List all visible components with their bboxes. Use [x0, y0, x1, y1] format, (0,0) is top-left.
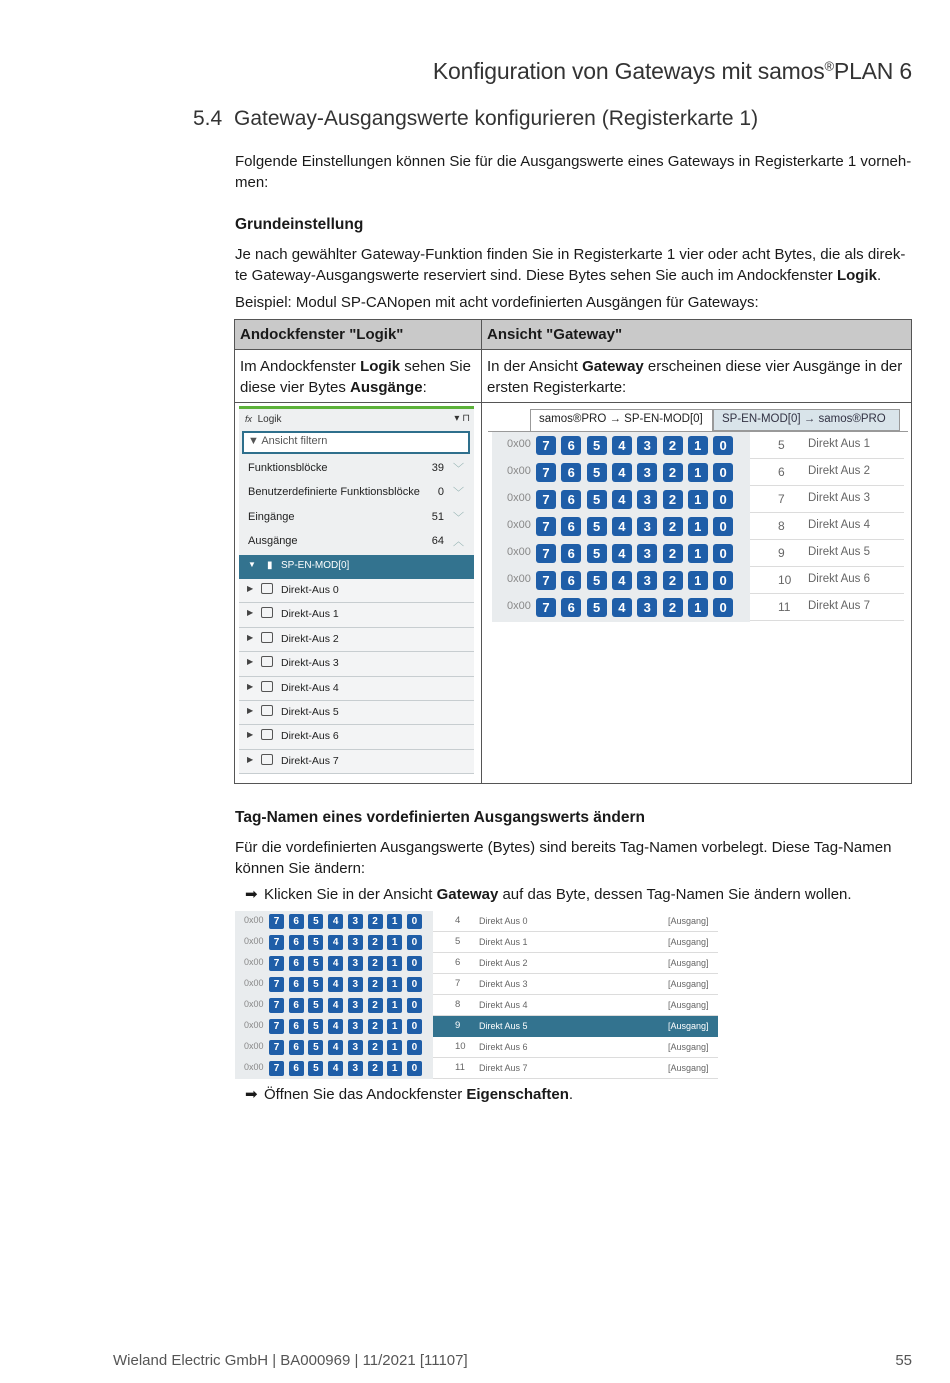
bit-cell[interactable]: 0: [407, 1061, 422, 1076]
bit-cell[interactable]: 7: [536, 571, 556, 590]
bit-cell[interactable]: 4: [328, 914, 343, 929]
expand-arrow-icon: ▶: [247, 754, 254, 764]
bit-cell[interactable]: 0: [713, 517, 733, 536]
row-divider: [750, 620, 904, 621]
bit-cell[interactable]: 3: [348, 935, 363, 950]
bit-cell[interactable]: 0: [407, 935, 422, 950]
tag-name: Direkt Aus 6: [808, 573, 870, 585]
arrow-right-icon: ➡: [245, 1086, 258, 1103]
running-header: Konfiguration von Gateways mit samos®PLAN 6: [432, 58, 912, 84]
hex-value: 0x00: [507, 492, 531, 504]
bit-cell[interactable]: 3: [637, 517, 657, 536]
hex-value: 0x00: [507, 546, 531, 558]
bit-cell[interactable]: 4: [328, 1019, 343, 1034]
tag-name: Direkt Aus 4: [808, 519, 870, 531]
tag-type: [Ausgang]: [668, 1000, 709, 1010]
hex-value: 0x00: [507, 519, 531, 531]
instruction-step-2: ➡ Öffnen Sie das Andockfenster Eigenschaften.: [245, 1086, 574, 1103]
bit-cell[interactable]: 5: [587, 463, 607, 482]
hex-value: 0x00: [507, 438, 531, 450]
tag-type: [Ausgang]: [668, 1063, 709, 1073]
bit-cell[interactable]: 6: [289, 914, 304, 929]
chevron-up-icon: ︿: [453, 536, 464, 548]
bit-cell[interactable]: 7: [269, 1040, 284, 1055]
tag-paragraph: Für die vordefinierten Ausgangswerte (Bytes) sind bereits Tag-Namen vorbelegt. Diese Tag-Namen können Sie ändern:: [235, 839, 892, 877]
byte-index: 7: [778, 492, 785, 506]
bit-cell[interactable]: 1: [688, 544, 708, 563]
byte-index: 9: [455, 1020, 461, 1031]
bit-cell[interactable]: 5: [587, 598, 607, 617]
bit-cell[interactable]: 4: [612, 544, 632, 563]
bit-cell[interactable]: 2: [368, 977, 383, 992]
bit-cell[interactable]: 5: [308, 956, 323, 971]
hex-value: 0x00: [507, 600, 531, 612]
output-icon: [261, 607, 273, 618]
bit-cell[interactable]: 5: [308, 1061, 323, 1076]
intro-paragraph: Folgende Einstellungen können Sie für die Ausgangswerte eines Gateways in Registerkarte 1 vorneh- men:: [235, 153, 912, 191]
bit-cell[interactable]: 3: [348, 1061, 363, 1076]
bit-cell[interactable]: 0: [407, 998, 422, 1013]
bit-cell[interactable]: 0: [407, 1040, 422, 1055]
bit-cell[interactable]: 6: [289, 1019, 304, 1034]
tag-name: Direkt Aus 1: [808, 438, 870, 450]
bit-cell[interactable]: 1: [387, 977, 402, 992]
bit-cell[interactable]: 0: [407, 956, 422, 971]
bit-cell[interactable]: 5: [308, 1019, 323, 1034]
gateway-byte-row[interactable]: [488, 459, 908, 486]
tree-item[interactable]: ▶ Direkt-Aus 7: [239, 750, 474, 774]
bit-cell[interactable]: 6: [289, 1040, 304, 1055]
bit-cell[interactable]: 5: [308, 977, 323, 992]
bit-cell[interactable]: 2: [368, 935, 383, 950]
section-heading: [193, 107, 758, 131]
tab-pro-to-mod[interactable]: samos®PRO → SP-EN-MOD[0]: [530, 409, 713, 431]
gateway-tabs: [530, 409, 905, 431]
bit-cell[interactable]: 4: [328, 935, 343, 950]
bit-cell[interactable]: 4: [328, 1040, 343, 1055]
tag-name: Direkt Aus 0: [479, 916, 528, 926]
gateway-byte-row-selected[interactable]: [235, 1016, 720, 1037]
output-icon: [261, 754, 273, 765]
tag-name: Direkt Aus 4: [479, 1000, 528, 1010]
bit-cell[interactable]: 6: [561, 571, 581, 590]
chevron-down-icon: ﹀: [453, 487, 464, 499]
hex-value: 0x00: [244, 1062, 264, 1072]
bit-cell[interactable]: 1: [688, 463, 708, 482]
bit-cell[interactable]: 1: [387, 1019, 402, 1034]
bit-cell[interactable]: 5: [308, 1040, 323, 1055]
gateway-byte-row[interactable]: [488, 594, 908, 621]
bit-cell[interactable]: 7: [536, 436, 556, 455]
tree-item[interactable]: ▶ Direkt-Aus 1: [239, 603, 474, 627]
output-icon: [261, 583, 273, 594]
module-icon: ▮: [267, 560, 273, 571]
gateway-byte-row[interactable]: [235, 1058, 720, 1079]
tag-name: Direkt Aus 5: [808, 546, 870, 558]
bit-cell[interactable]: 1: [688, 571, 708, 590]
bit-cell[interactable]: 3: [637, 571, 657, 590]
gateway-panel: [488, 404, 908, 624]
page-number: 55: [895, 1352, 912, 1369]
tree-item[interactable]: ▶ Direkt-Aus 5: [239, 701, 474, 725]
bit-cell[interactable]: 2: [663, 598, 683, 617]
bit-cell[interactable]: 6: [561, 436, 581, 455]
tag-name: Direkt Aus 7: [808, 600, 870, 612]
bit-cell[interactable]: 6: [289, 998, 304, 1013]
tag-name: Direkt Aus 7: [479, 1063, 528, 1073]
gateway-byte-row[interactable]: [488, 486, 908, 513]
bit-cell[interactable]: 5: [587, 517, 607, 536]
gateway-byte-row[interactable]: [235, 995, 720, 1016]
bit-cell[interactable]: 4: [328, 998, 343, 1013]
chevron-down-icon: ﹀: [453, 463, 464, 475]
bit-cell[interactable]: 5: [587, 544, 607, 563]
bit-cell[interactable]: 3: [348, 977, 363, 992]
bit-cell[interactable]: 2: [368, 998, 383, 1013]
bit-cell[interactable]: 1: [387, 1061, 402, 1076]
bit-cell[interactable]: 3: [637, 490, 657, 509]
bit-cell[interactable]: 2: [663, 544, 683, 563]
tree-item[interactable]: ▶ Direkt-Aus 4: [239, 677, 474, 701]
expand-arrow-icon: ▶: [247, 681, 254, 691]
bit-cell[interactable]: 6: [289, 935, 304, 950]
tag-type: [Ausgang]: [668, 916, 709, 926]
byte-index: 6: [778, 465, 785, 479]
byte-index: 8: [778, 519, 785, 533]
bit-cell[interactable]: 7: [269, 935, 284, 950]
bit-cell[interactable]: 2: [663, 571, 683, 590]
bit-cell[interactable]: 4: [612, 517, 632, 536]
output-icon: [261, 632, 273, 643]
byte-index: 10: [455, 1041, 466, 1052]
hex-value: 0x00: [244, 936, 264, 946]
table-cell-logik: Im Andockfenster Logik sehen Sie diese vier Bytes Ausgänge:: [240, 358, 471, 396]
expand-arrow-icon: ▶: [247, 632, 254, 642]
output-icon: [261, 656, 273, 667]
bit-cell[interactable]: 2: [368, 914, 383, 929]
group-ausgaenge[interactable]: Ausgänge 64 ︿: [248, 535, 464, 548]
gateway-selection-screenshot: [235, 911, 720, 1079]
logic-panel-title: fx Logik: [245, 414, 282, 425]
bit-cell[interactable]: 3: [348, 998, 363, 1013]
table-header-logik: Andockfenster "Logik": [240, 326, 404, 343]
hex-value: 0x00: [244, 915, 264, 925]
bit-cell[interactable]: 4: [612, 598, 632, 617]
bit-cell[interactable]: 7: [269, 998, 284, 1013]
instruction-step-1: ➡ Klicken Sie in der Ansicht Gateway auf das Byte, dessen Tag-Namen Sie ändern wollen.: [245, 886, 852, 903]
tag-name: Direkt Aus 1: [479, 937, 528, 947]
expand-arrow-icon: ▶: [247, 730, 254, 740]
chevron-down-icon: ﹀: [453, 512, 464, 524]
tag-type: [Ausgang]: [668, 979, 709, 989]
bit-cell[interactable]: 4: [328, 956, 343, 971]
bit-cell[interactable]: 6: [289, 1061, 304, 1076]
bit-cell[interactable]: 3: [348, 1040, 363, 1055]
tag-name: Direkt Aus 3: [808, 492, 870, 504]
bit-cell[interactable]: 6: [561, 463, 581, 482]
table-header-gateway: Ansicht "Gateway": [487, 326, 623, 343]
footer-text: Wieland Electric GmbH | BA000969 | 11/2021 [11107]: [113, 1352, 468, 1369]
example-paragraph: Beispiel: Modul SP-CANopen mit acht vordefinierten Ausgängen für Gateways:: [235, 294, 759, 311]
bit-cell[interactable]: 0: [713, 571, 733, 590]
fx-icon: fx: [245, 414, 253, 424]
bit-cell[interactable]: 2: [663, 517, 683, 536]
expand-arrow-icon: ▶: [247, 706, 254, 715]
gateway-byte-row[interactable]: [488, 567, 908, 594]
bit-cell[interactable]: 6: [561, 490, 581, 509]
hex-value: 0x00: [507, 573, 531, 585]
group-benutzerdefiniert[interactable]: Benutzerdefinierte Funktionsblöcke 0 ﹀: [248, 486, 464, 499]
bit-cell[interactable]: 1: [688, 490, 708, 509]
bit-cell[interactable]: 0: [713, 436, 733, 455]
grundeinstellung-paragraph: Je nach gewählter Gateway-Funktion finden Sie in Registerkarte 1 vier oder acht Bytes, die als direk- te Gateway-Ausgangswerte reserviert sind. Diese Bytes sehen Sie auch im Andockfenster Logik.: [235, 246, 906, 284]
bit-cell[interactable]: 3: [637, 598, 657, 617]
bit-cell[interactable]: 4: [612, 463, 632, 482]
tag-name: Direkt Aus 2: [808, 465, 870, 477]
arrow-right-icon: ➡: [245, 886, 258, 903]
bit-cell[interactable]: 6: [561, 517, 581, 536]
tab-mod-to-pro[interactable]: SP-EN-MOD[0] → samos®PRO: [713, 409, 900, 431]
bit-cell[interactable]: 7: [269, 914, 284, 929]
tree-node-sp-en-mod[interactable]: ▼ ▮ SP-EN-MOD[0]: [239, 555, 474, 579]
bit-cell[interactable]: 3: [348, 914, 363, 929]
tag-name: Direkt Aus 2: [479, 958, 528, 968]
gateway-byte-row[interactable]: [235, 932, 720, 953]
output-icon: [261, 681, 273, 692]
bit-cell[interactable]: 1: [688, 436, 708, 455]
tag-name: Direkt Aus 5: [479, 1021, 528, 1031]
gateway-byte-row[interactable]: [488, 513, 908, 540]
bit-cell[interactable]: 7: [536, 463, 556, 482]
bit-cell[interactable]: 0: [713, 463, 733, 482]
byte-index: 7: [455, 978, 461, 989]
bit-cell[interactable]: 5: [587, 436, 607, 455]
gateway-byte-row[interactable]: [235, 911, 720, 932]
bit-cell[interactable]: 7: [269, 1061, 284, 1076]
bit-cell[interactable]: 5: [587, 571, 607, 590]
expand-icon: ▼: [248, 560, 256, 569]
hex-value: 0x00: [244, 1041, 264, 1051]
bit-cell[interactable]: 6: [561, 544, 581, 563]
section-number: 5.4: [193, 107, 223, 130]
byte-index: 11: [455, 1062, 465, 1073]
bit-cell[interactable]: 5: [308, 914, 323, 929]
tree-item[interactable]: ▶ Direkt-Aus 6: [239, 725, 474, 749]
bit-cell[interactable]: 5: [587, 490, 607, 509]
tag-type: [Ausgang]: [668, 937, 709, 947]
bit-cell[interactable]: 2: [368, 1040, 383, 1055]
byte-index: 4: [455, 915, 461, 926]
bit-cell[interactable]: 7: [536, 490, 556, 509]
hex-value: 0x00: [244, 957, 264, 967]
bit-cell[interactable]: 6: [289, 977, 304, 992]
bit-cell[interactable]: 7: [536, 517, 556, 536]
bit-cell[interactable]: 7: [269, 956, 284, 971]
bit-cell[interactable]: 6: [561, 598, 581, 617]
table-cell-gateway: In der Ansicht Gateway erscheinen diese vier Ausgänge in der ersten Registerkarte:: [487, 358, 903, 396]
bit-cell[interactable]: 1: [387, 935, 402, 950]
bit-cell[interactable]: 0: [713, 544, 733, 563]
bit-cell[interactable]: 4: [328, 977, 343, 992]
group-eingaenge[interactable]: Eingänge 51 ﹀: [248, 511, 464, 524]
bit-cell[interactable]: 2: [368, 956, 383, 971]
tree-item[interactable]: ▶ Direkt-Aus 0: [239, 579, 474, 603]
gateway-byte-row[interactable]: [235, 953, 720, 974]
row-divider: [433, 1078, 718, 1079]
bit-cell[interactable]: 7: [536, 544, 556, 563]
expand-arrow-icon: ▶: [247, 657, 254, 667]
bit-cell[interactable]: 3: [348, 1019, 363, 1034]
hex-value: 0x00: [244, 978, 264, 988]
bit-cell[interactable]: 2: [368, 1019, 383, 1034]
bit-cell[interactable]: 7: [536, 598, 556, 617]
gateway-byte-row[interactable]: [235, 1037, 720, 1058]
hex-value: 0x00: [507, 465, 531, 477]
bit-cell[interactable]: 2: [663, 436, 683, 455]
bit-cell[interactable]: 4: [612, 436, 632, 455]
bit-cell[interactable]: 3: [637, 463, 657, 482]
filter-icon: ▼: [248, 435, 259, 447]
hex-value: 0x00: [244, 1020, 264, 1030]
byte-index: 10: [778, 573, 792, 587]
pin-icon[interactable]: ▾ ⊓: [454, 413, 470, 424]
bit-cell[interactable]: 0: [407, 914, 422, 929]
output-icon: [261, 729, 273, 740]
bit-cell[interactable]: 4: [612, 571, 632, 590]
bit-cell[interactable]: 2: [663, 463, 683, 482]
group-funktionsbloecke[interactable]: Funktionsblöcke 39 ﹀: [248, 462, 464, 475]
byte-index: 5: [778, 438, 785, 452]
bit-cell[interactable]: 1: [688, 517, 708, 536]
bit-cell[interactable]: 4: [612, 490, 632, 509]
tag-name: Direkt Aus 6: [479, 1042, 528, 1052]
byte-index: 6: [455, 957, 461, 968]
gateway-byte-row[interactable]: [488, 432, 908, 459]
tree-item[interactable]: ▶ Direkt-Aus 3: [239, 652, 474, 676]
bit-cell[interactable]: 4: [328, 1061, 343, 1076]
bit-cell[interactable]: 0: [713, 490, 733, 509]
tag-heading: Tag-Namen eines vordefinierten Ausgangswerts ändern: [235, 809, 645, 826]
gateway-byte-row[interactable]: [488, 540, 908, 567]
gateway-byte-row[interactable]: [235, 974, 720, 995]
byte-index: 5: [455, 936, 461, 947]
grundeinstellung-heading: Grundeinstellung: [235, 216, 364, 233]
bit-cell[interactable]: 1: [387, 1040, 402, 1055]
bit-cell[interactable]: 2: [368, 1061, 383, 1076]
tag-type: [Ausgang]: [668, 958, 709, 968]
bit-cell[interactable]: 3: [637, 544, 657, 563]
bit-cell[interactable]: 5: [308, 998, 323, 1013]
section-title: Gateway-Ausgangswerte konfigurieren (Registerkarte 1): [234, 107, 759, 130]
bit-cell[interactable]: 3: [348, 956, 363, 971]
hex-value: 0x00: [244, 999, 264, 1009]
byte-index: 8: [455, 999, 461, 1010]
tag-type: [Ausgang]: [668, 1021, 709, 1031]
filter-input[interactable]: ▼ Ansicht filtern: [242, 431, 470, 454]
bit-cell[interactable]: 7: [269, 977, 284, 992]
bit-cell[interactable]: 1: [387, 956, 402, 971]
bit-cell[interactable]: 1: [387, 998, 402, 1013]
bit-cell[interactable]: 2: [663, 490, 683, 509]
byte-index: 11: [778, 600, 791, 614]
bit-cell[interactable]: 0: [407, 1019, 422, 1034]
tag-name: Direkt Aus 3: [479, 979, 528, 989]
bit-cell[interactable]: 1: [387, 914, 402, 929]
expand-arrow-icon: ▶: [247, 584, 254, 593]
bit-cell[interactable]: 0: [713, 598, 733, 617]
tree-item[interactable]: ▶ Direkt-Aus 2: [239, 628, 474, 652]
output-icon: [261, 705, 273, 716]
bit-cell[interactable]: 7: [269, 1019, 284, 1034]
expand-arrow-icon: ▶: [247, 608, 254, 618]
table-row-divider: [235, 402, 911, 403]
byte-index: 9: [778, 546, 785, 560]
bit-cell[interactable]: 0: [407, 977, 422, 992]
logic-panel: [239, 406, 474, 774]
bit-cell[interactable]: 1: [688, 598, 708, 617]
bit-cell[interactable]: 3: [637, 436, 657, 455]
logic-panel-accent-bar: [239, 406, 474, 409]
bit-cell[interactable]: 6: [289, 956, 304, 971]
tag-type: [Ausgang]: [668, 1042, 709, 1052]
bit-cell[interactable]: 5: [308, 935, 323, 950]
